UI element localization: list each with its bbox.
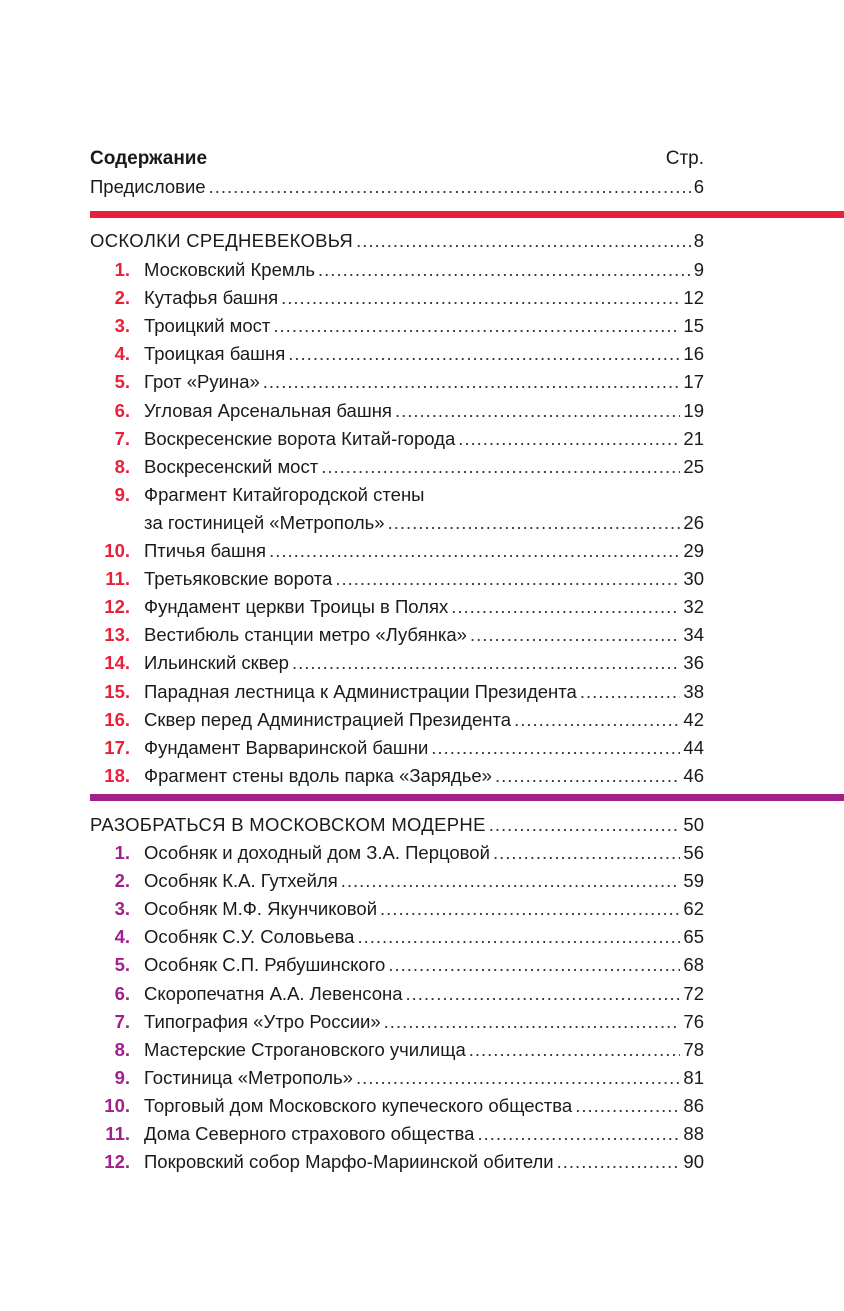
leader-dots [514,707,680,733]
section-divider-1 [90,211,844,218]
entry-page: 21 [683,427,704,449]
toc-title: Содержание [90,148,208,169]
entry-page: 9 [693,259,704,280]
entry-page: 6 [693,176,704,197]
entry-number: 10. [104,1094,130,1116]
entry-title: Особняк М.Ф. Якунчиковой [144,898,378,920]
toc-entry[interactable] [90,257,704,283]
leader-dots [288,341,680,367]
entry-title: Сквер перед Администрацией Президента [144,708,512,730]
entry-page: 34 [683,624,704,646]
leader-dots [273,313,680,339]
page-column-label: Стр. [665,148,704,169]
entry-page: 25 [683,455,704,477]
entry-number: 5. [114,371,130,393]
entry-page: 32 [683,596,704,618]
entry-page: 59 [683,870,704,892]
section-title: РАЗОБРАТЬСЯ В МОСКОВСКОМ МОДЕРНЕ [90,814,486,835]
toc-entry[interactable] [90,868,704,894]
entry-page: 26 [683,511,704,533]
entry-title: Ильинский сквер [144,652,289,674]
leader-dots [335,566,680,592]
entry-number: 12. [104,596,130,618]
entry-title: Фрагмент Китайгородской стены [144,483,425,505]
entry-title: Троицкий мост [144,315,271,337]
entry-number: 3. [114,898,130,920]
entry-title: Птичья башня [144,540,267,561]
leader-dots [470,622,680,648]
toc-entry[interactable] [90,650,704,676]
entry-title: Предисловие [90,176,206,197]
section-divider-2 [90,794,844,801]
section-heading-1[interactable] [90,228,704,254]
leader-dots [292,650,680,676]
entry-title: Троицкая башня [144,343,286,365]
entry-page: 88 [683,1123,704,1144]
entry-number: 12. [104,1151,130,1173]
entry-number: 6. [114,982,130,1004]
entry-number: 11. [105,1123,130,1144]
entry-number: 2. [114,870,130,892]
leader-dots [388,510,681,536]
toc-entry-continuation[interactable] [90,510,704,536]
entry-number: 18. [104,764,130,786]
leader-dots [388,952,680,978]
entry-number: 10. [104,540,130,561]
entry-number: 8. [114,1038,130,1060]
section-title: ОСКОЛКИ СРЕДНЕВЕКОВЬЯ [90,230,354,251]
section-heading-2[interactable] [90,812,704,838]
entry-title: Фундамент Варваринской башни [144,736,429,758]
entry-number: 6. [114,399,130,421]
toc-entry[interactable] [90,454,704,480]
entry-title: Вестибюль станции метро «Лубянка» [144,624,467,646]
entry-title: Московский Кремль [144,259,316,280]
entry-title: Дома Северного страхового общества [144,1123,475,1144]
entry-page: 15 [683,315,704,337]
entry-title: Особняк С.П. Рябушинского [144,954,386,976]
leader-dots [341,868,681,894]
toc-entry[interactable] [90,566,704,592]
toc-entry-preface[interactable] [90,174,704,200]
leader-dots [321,454,680,480]
entry-number: 3. [114,315,130,337]
leader-dots [263,369,681,395]
entry-page: 12 [683,287,704,309]
entry-number: 11. [105,568,130,590]
section-page: 8 [693,230,704,251]
leader-dots [477,1121,680,1147]
leader-dots [575,1093,680,1119]
entry-title: Фрагмент стены вдоль парка «Зарядье» [144,764,492,786]
toc-entry[interactable] [90,285,704,311]
leader-dots [469,1037,681,1063]
leader-dots [458,426,680,452]
toc-entry[interactable] [90,952,704,978]
toc-entry[interactable] [90,398,704,424]
entry-number: 4. [114,343,130,365]
entry-page: 38 [683,680,704,702]
entry-title: Торговый дом Московского купеческого общества [144,1094,573,1116]
toc-entry[interactable] [90,313,704,339]
entry-page: 36 [683,652,704,674]
entry-page: 86 [683,1094,704,1116]
entry-number: 8. [114,455,130,477]
entry-number: 4. [114,926,130,948]
toc-entry[interactable] [90,763,704,789]
entry-page: 76 [683,1010,704,1032]
entry-title: Третьяковские ворота [144,568,333,590]
leader-dots [489,812,681,838]
entry-page: 78 [683,1038,704,1060]
toc-entry[interactable] [90,538,704,564]
entry-page: 56 [683,842,704,863]
entry-title: Воскресенские ворота Китай-города [144,427,456,449]
entry-number: 17. [104,736,130,758]
leader-dots [209,174,691,200]
toc-entry[interactable] [90,622,704,648]
section-page: 50 [683,814,704,835]
toc-entry[interactable] [90,369,704,395]
leader-dots [495,763,680,789]
entry-title: Фундамент церкви Троицы в Полях [144,596,449,618]
entry-title-continued: за гостиницей «Метрополь» [144,511,385,533]
entry-page: 72 [683,982,704,1004]
entry-title: Мастерские Строгановского училища [144,1038,466,1060]
leader-dots [580,679,681,705]
entry-page: 90 [683,1151,704,1173]
toc-entry[interactable] [90,840,704,866]
entry-title: Угловая Арсенальная башня [144,399,392,421]
entry-title: Покровский собор Марфо-Мариинской обители [144,1151,554,1173]
toc-entry[interactable] [90,426,704,452]
entry-number: 9. [114,483,130,505]
entry-page: 44 [683,736,704,758]
toc-entry[interactable] [90,735,704,761]
entry-page: 65 [683,926,704,948]
entry-number: 5. [114,954,130,976]
toc-entry[interactable] [90,482,704,508]
entry-title: Гостиница «Метрополь» [144,1066,353,1088]
toc-entry[interactable] [90,1149,704,1175]
entry-title: Особняк С.У. Соловьева [144,926,355,948]
entry-number: 2. [114,287,130,309]
entry-title: Кутафья башня [144,287,279,309]
entry-page: 29 [683,540,704,561]
toc-entry[interactable] [90,341,704,367]
entry-page: 30 [683,568,704,590]
toc-entry[interactable] [90,1121,704,1147]
leader-dots [384,1009,681,1035]
entry-page: 46 [683,764,704,786]
leader-dots [557,1149,681,1175]
entry-number: 16. [104,708,130,730]
leader-dots [356,228,691,254]
toc-header [90,148,704,172]
leader-dots [380,896,680,922]
leader-dots [357,924,680,950]
entry-title: Скоропечатня А.А. Левенсона [144,982,403,1004]
entry-title: Грот «Руина» [144,371,260,393]
leader-dots [356,1065,680,1091]
entry-number: 9. [114,1066,130,1088]
entry-page: 16 [683,343,704,365]
toc-entry[interactable] [90,594,704,620]
leader-dots [406,981,681,1007]
entry-title: Особняк К.А. Гутхейля [144,870,338,892]
entry-number: 7. [114,427,130,449]
leader-dots [395,398,680,424]
leader-dots [493,840,680,866]
entry-number: 1. [114,259,130,280]
entry-number: 14. [104,652,130,674]
entry-number: 1. [114,842,130,863]
entry-number: 15. [104,680,130,702]
entry-page: 81 [683,1066,704,1088]
entry-title: Особняк и доходный дом З.А. Перцовой [144,842,490,863]
toc-entry[interactable] [90,1093,704,1119]
toc-entry[interactable] [90,924,704,950]
entry-page: 68 [683,954,704,976]
entry-page: 62 [683,898,704,920]
entry-page: 19 [683,399,704,421]
entry-title: Типография «Утро России» [144,1010,381,1032]
leader-dots [269,538,680,564]
entry-number: 7. [114,1010,130,1032]
leader-dots [318,257,691,283]
toc-entry[interactable] [90,1009,704,1035]
entry-page: 42 [683,708,704,730]
toc-entry[interactable] [90,707,704,733]
toc-entry[interactable] [90,896,704,922]
toc-entry[interactable] [90,981,704,1007]
leader-dots [281,285,680,311]
toc-entry[interactable] [90,1065,704,1091]
entry-title: Воскресенский мост [144,455,319,477]
toc-entry[interactable] [90,679,704,705]
entry-number: 13. [104,624,130,646]
entry-page: 17 [683,371,704,393]
leader-dots [451,594,680,620]
entry-title: Парадная лестница к Администрации Президента [144,680,577,702]
leader-dots [431,735,680,761]
toc-entry[interactable] [90,1037,704,1063]
